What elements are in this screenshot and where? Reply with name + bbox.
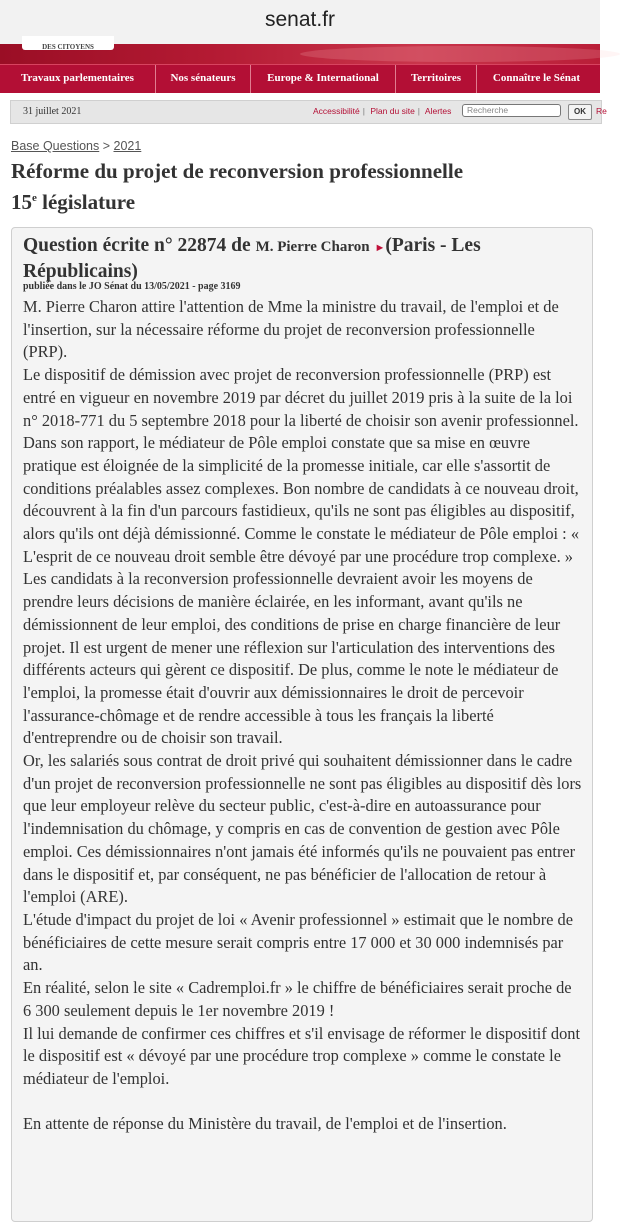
separator: | bbox=[417, 106, 421, 116]
site-header-banner bbox=[0, 44, 600, 64]
breadcrumb-year[interactable]: 2021 bbox=[113, 139, 142, 153]
utility-bar bbox=[10, 100, 607, 124]
truncated-link[interactable]: Re bbox=[596, 106, 607, 116]
question-paragraph: En réalité, selon le site « Cadremploi.fr » le chiffre de bénéficiaires serait proche de 6 300 seulement depuis le 1er novembre 2019 ! bbox=[23, 978, 572, 1020]
sitemap-link[interactable]: Plan du site bbox=[370, 106, 415, 116]
question-paragraph: Il lui demande de confirmer ces chiffres et s'il envisage de réformer le dispositif dont le dispositif est « dévoyé par une procédure trop complexe » comme le constate le médiateur de l'emploi. bbox=[23, 1023, 581, 1088]
spacer bbox=[23, 1091, 583, 1114]
question-paragraph: Les candidats à la reconversion professionnelle devraient avoir les moyens de prendre leurs décisions de manière éclairée, en les informant, avant qu'ils ne démissionnent de leur emploi, des conditions de prise en charge financière de leur projet. Il est urgent de mener une réflexion sur l'articulation des interventions des différents acteurs qui gèrent ce dispositif. De plus, comme le note le médiateur de l'emploi, la promesse était d'ouvrir aux démissionnaires le droit de percevoir l'assurance-chômage et de rendre accessible à tous les français la liberté d'entreprendre ou de choisir son travail. bbox=[23, 569, 561, 748]
search-ok-button[interactable]: OK bbox=[568, 104, 592, 120]
accessibility-link[interactable]: Accessibilité bbox=[313, 106, 360, 116]
answer-status: En attente de réponse du Ministère du travail, de l'emploi et de l'insertion. bbox=[23, 1114, 507, 1134]
breadcrumb-separator: > bbox=[99, 139, 114, 153]
legislature-label: 15e législature bbox=[11, 190, 136, 214]
nav-item-europe[interactable]: Europe & International bbox=[251, 65, 396, 93]
page-title bbox=[11, 158, 463, 216]
question-paragraph: Or, les salariés sous contrat de droit privé qui souhaitent démissionner dans le cadre d'un projet de reconversion professionnelle ne sont pas éligibles au dispositif dès lors que leur employeur relève du secteur public, c'est-à-dire en autoassurance pour l'indemnisation du chômage, y compris en cas de convention de gestion avec Pôle emploi. Ces démissionnaires n'ont jamais été informés qu'ils ne pouvaient pas entrer dans le dispositif et, par conséquent, ne pas bénéficier de l'allocation de retour à l'emploi (ARE). bbox=[23, 751, 582, 907]
banner-decoration bbox=[300, 46, 620, 62]
question-paragraph: Le dispositif de démission avec projet de reconversion professionnelle (PRP) est entré en vigueur en novembre 2019 par décret du juillet 2019 pris à la suite de la loi n° 2018-771 du 5 septembre 2018 pour la liberté de choisir son avenir professionnel. bbox=[23, 365, 579, 430]
publication-info: publiée dans le JO Sénat du 13/05/2021 - page 3169 bbox=[23, 281, 241, 292]
question-paragraph: L'étude d'impact du projet de loi « Avenir professionnel » estimait que le nombre de bénéficiaires de cette mesure serait compris entre 17 000 et 30 000 indemnisés par an. bbox=[23, 909, 573, 975]
question-number: Question écrite n° 22874 de bbox=[23, 235, 256, 256]
breadcrumb bbox=[11, 139, 141, 153]
search-input[interactable]: Recherche bbox=[462, 104, 561, 117]
citizens-tab[interactable]: DES CITOYENS bbox=[22, 36, 114, 50]
question-box bbox=[11, 227, 593, 1222]
arrow-right-icon: ► bbox=[374, 242, 386, 254]
current-date: 31 juillet 2021 bbox=[23, 106, 82, 117]
nav-item-connaitre[interactable]: Connaître le Sénat bbox=[492, 72, 581, 84]
author-group: (Paris - Les Républicains) bbox=[23, 235, 481, 282]
breadcrumb-base-questions[interactable]: Base Questions bbox=[11, 139, 100, 153]
question-paragraph: Dans son rapport, le médiateur de Pôle emploi constate que sa mise en œuvre pratique est éloignée de la simplicité de la promesse initiale, car elle s'assortit de conditions préalables assez complexes. Bon nombre de candidats à ce nouveau droit, découvrent à la fin d'un parcours fastidieux, qu'ils ne sont pas éligibles au dispositif, alors qu'ils ont déjà démissionné. Comme le constate le médiateur de Pôle emploi : « L'esprit de ce nouveau droit semble être dévoyé par une procédure trop complexe. » bbox=[23, 433, 580, 566]
question-heading bbox=[23, 234, 583, 284]
nav-item-territoires[interactable]: Territoires bbox=[396, 65, 477, 93]
nav-item-travaux[interactable]: Travaux parlementaires bbox=[0, 65, 156, 93]
url-text[interactable]: senat.fr bbox=[264, 8, 336, 31]
page-title-text: Réforme du projet de reconversion professionnelle bbox=[11, 159, 464, 183]
main-nav bbox=[0, 64, 600, 93]
author-link[interactable]: M. Pierre Charon bbox=[255, 239, 370, 255]
separator: | bbox=[362, 106, 365, 116]
utility-links bbox=[313, 106, 451, 116]
alerts-link[interactable]: Alertes bbox=[424, 106, 452, 116]
nav-item-senateurs[interactable]: Nos sénateurs bbox=[156, 65, 251, 93]
question-body bbox=[23, 296, 583, 1136]
question-paragraph: M. Pierre Charon attire l'attention de Mme la ministre du travail, de l'emploi et de l'insertion, sur la nécessaire réforme du projet de reconversion professionnelle (PRP). bbox=[23, 297, 559, 362]
